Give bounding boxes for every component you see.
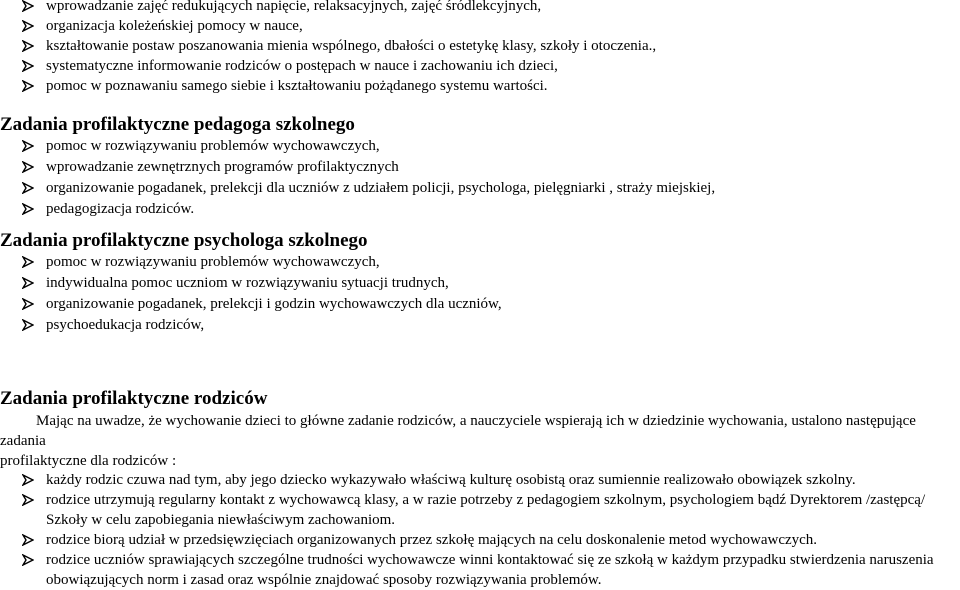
list-item-text: pomoc w rozwiązywaniu problemów wychowawczych, xyxy=(46,254,380,270)
arrowhead-bullet-icon xyxy=(22,474,34,486)
psycholog-list xyxy=(0,252,960,336)
list-item xyxy=(0,136,960,157)
list-item xyxy=(0,550,960,590)
list-item xyxy=(0,470,960,490)
list-item xyxy=(0,273,960,294)
arrowhead-bullet-icon xyxy=(22,319,34,331)
intro-list-block xyxy=(0,0,960,96)
psycholog-list-block xyxy=(0,252,960,336)
rodzice-subtitle: profilaktyczne dla rodziców : xyxy=(0,453,177,469)
pedagog-list-block xyxy=(0,136,960,220)
arrowhead-bullet-icon xyxy=(22,20,34,32)
pedagog-list xyxy=(0,136,960,220)
list-item xyxy=(0,530,960,550)
list-item xyxy=(0,252,960,273)
arrowhead-bullet-icon xyxy=(22,161,34,173)
list-item xyxy=(0,294,960,315)
list-item xyxy=(0,157,960,178)
rodzice-list xyxy=(0,470,960,590)
rodzice-list-block xyxy=(0,470,960,590)
list-item xyxy=(0,36,960,56)
arrowhead-bullet-icon xyxy=(22,494,34,506)
arrowhead-bullet-icon xyxy=(22,554,34,566)
intro-list xyxy=(0,0,960,96)
section-heading-psycholog: Zadania profilaktyczne psychologa szkolnego xyxy=(0,230,368,251)
list-item-text: organizowanie pogadanek, prelekcji dla uczniów z udziałem policji, psychologa, pielęgniarki , straży miejskiej, xyxy=(46,180,716,196)
list-item-text: organizowanie pogadanek, prelekcji i godzin wychowawczych dla uczniów, xyxy=(46,296,502,312)
list-item-text: pomoc w poznawaniu samego siebie i kształtowaniu pożądanego systemu wartości. xyxy=(46,78,548,94)
list-item-text: rodzice biorą udział w przedsięwzięciach organizowanych przez szkołę mających na celu doskonalenie metod wychowawczych. xyxy=(46,532,818,548)
list-item xyxy=(0,315,960,336)
arrowhead-bullet-icon xyxy=(22,80,34,92)
arrowhead-bullet-icon xyxy=(22,40,34,52)
section-heading-rodzice: Zadania profilaktyczne rodziców xyxy=(0,388,268,409)
list-item-text: organizacja koleżeńskiej pomocy w nauce, xyxy=(46,18,303,34)
list-item xyxy=(0,490,960,530)
arrowhead-bullet-icon xyxy=(22,140,34,152)
arrowhead-bullet-icon xyxy=(22,203,34,215)
list-item-text: indywidualna pomoc uczniom w rozwiązywaniu sytuacji trudnych, xyxy=(46,275,449,291)
list-item xyxy=(0,199,960,220)
list-item-text: wprowadzanie zajęć redukujących napięcie, relaksacyjnych, zajęć śródlekcyjnych, xyxy=(46,0,542,14)
rodzice-intro-text: Mając na uwadze, że wychowanie dzieci to główne zadanie rodziców, a nauczyciele wspierają ich w dziedzinie wychowania, ustalono następujące zadania xyxy=(0,413,916,449)
list-item-text: każdy rodzic czuwa nad tym, aby jego dziecko wykazywało właściwą kulturę osobistą oraz sumiennie realizowało obowiązek szkolny. xyxy=(46,472,856,488)
arrowhead-bullet-icon xyxy=(22,298,34,310)
arrowhead-bullet-icon xyxy=(22,277,34,289)
arrowhead-bullet-icon xyxy=(22,0,34,12)
list-item xyxy=(0,178,960,199)
list-item-text: psychoedukacja rodziców, xyxy=(46,317,205,333)
list-item-text: rodzice utrzymują regularny kontakt z wychowawcą klasy, a w razie potrzeby z pedagogiem szkolnym, psychologiem bądź Dyrektorem /zastępcą/ Szkoły w celu zapobiegania niewłaściwym zachowaniom. xyxy=(46,492,926,528)
list-item-text: pomoc w rozwiązywaniu problemów wychowawczych, xyxy=(46,138,380,154)
arrowhead-bullet-icon xyxy=(22,182,34,194)
section-heading-pedagog: Zadania profilaktyczne pedagoga szkolnego xyxy=(0,114,355,135)
rodzice-intro-paragraph xyxy=(0,411,948,451)
list-item xyxy=(0,16,960,36)
arrowhead-bullet-icon xyxy=(22,60,34,72)
arrowhead-bullet-icon xyxy=(22,256,34,268)
list-item xyxy=(0,76,960,96)
arrowhead-bullet-icon xyxy=(22,534,34,546)
list-item xyxy=(0,56,960,76)
list-item-text: systematyczne informowanie rodziców o postępach w nauce i zachowaniu ich dzieci, xyxy=(46,58,558,74)
list-item-text: kształtowanie postaw poszanowania mienia wspólnego, dbałości o estetykę klasy, szkoły i otoczenia., xyxy=(46,38,657,54)
list-item-text: rodzice uczniów sprawiających szczególne trudności wychowawcze winni kontaktować się ze szkołą w każdym przypadku stwierdzenia naruszenia obowiązujących norm i zasad oraz wspólnie znajdować sposoby rozwiązywania problemów. xyxy=(46,552,934,588)
list-item-text: pedagogizacja rodziców. xyxy=(46,201,195,217)
list-item-text: wprowadzanie zewnętrznych programów profilaktycznych xyxy=(46,159,399,175)
list-item xyxy=(0,0,960,16)
